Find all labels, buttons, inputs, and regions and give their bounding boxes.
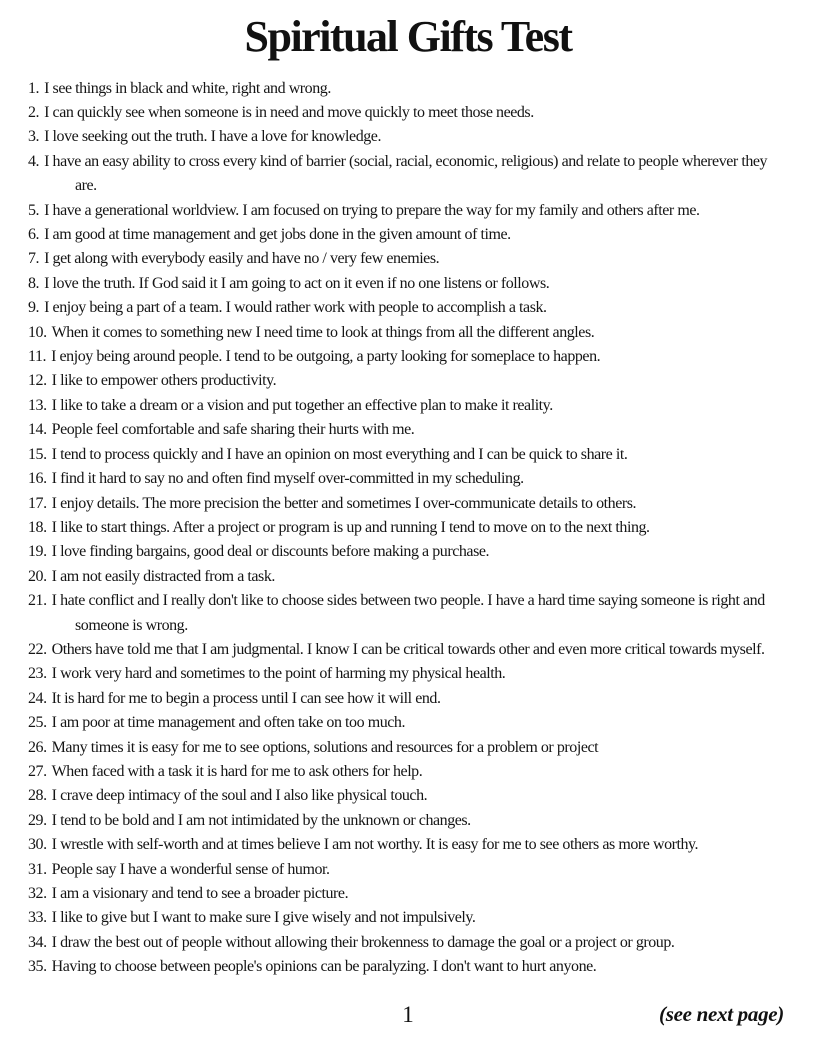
statement-number: 34. — [28, 933, 47, 951]
statement-item — [28, 321, 792, 345]
statement-number: 1. — [28, 79, 40, 97]
statement-text: People say I have a wonderful sense of humor. — [51, 860, 330, 878]
statement-number: 23. — [28, 665, 47, 683]
statement-text: Others have told me that I am judgmental. I know I can be critical towards other and even more critical towards myself. — [51, 640, 765, 658]
statement-number: 16. — [28, 470, 47, 488]
statement-number: 11. — [28, 348, 47, 366]
statement-item — [28, 906, 792, 930]
statement-number: 2. — [28, 104, 40, 121]
statement-number: 30. — [28, 836, 47, 854]
statement-item — [28, 784, 792, 808]
statement-number: 18. — [28, 518, 47, 536]
statement-text: I have an easy ability to cross every kind of barrier (social, racial, economic, religious) and relate to people wherever they are. — [44, 152, 768, 195]
statement-item — [28, 247, 792, 271]
statement-item — [28, 125, 792, 149]
statement-text: I love seeking out the truth. I have a love for knowledge. — [44, 128, 382, 146]
statement-text: I like to empower others productivity. — [51, 372, 277, 390]
statement-number: 10. — [28, 323, 47, 341]
statement-text: I enjoy details. The more precision the better and sometimes I over-communicate details to others. — [51, 494, 637, 512]
statement-item — [28, 345, 792, 369]
statement-item — [28, 809, 792, 833]
statement-number: 4. — [28, 152, 40, 170]
statement-text: I am not easily distracted from a task. — [51, 567, 275, 585]
statement-text: I am poor at time management and often take on too much. — [51, 714, 406, 732]
statement-text: I like to start things. After a project or program is up and running I tend to move on to the next thing. — [51, 518, 650, 536]
statement-text: I can quickly see when someone is in need and move quickly to meet those needs. — [44, 104, 534, 121]
statement-number: 33. — [28, 909, 47, 927]
page-title: Spiritual Gifts Test — [244, 12, 572, 61]
statement-text: It is hard for me to begin a process until I can see how it will end. — [51, 689, 441, 707]
statement-item — [28, 589, 792, 638]
statement-number: 3. — [28, 128, 40, 146]
statement-number: 25. — [28, 714, 47, 732]
statement-item — [28, 199, 792, 223]
statement-text: I crave deep intimacy of the soul and I also like physical touch. — [51, 787, 428, 805]
statement-number: 35. — [28, 958, 47, 976]
statement-number: 22. — [28, 640, 47, 658]
statement-item — [28, 833, 792, 857]
statement-text: I wrestle with self-worth and at times believe I am not worthy. It is easy for me to see others as more worthy. — [51, 836, 699, 854]
statement-number: 9. — [28, 299, 40, 317]
statement-item — [28, 711, 792, 735]
statement-number: 21. — [28, 592, 47, 610]
statement-item — [28, 492, 792, 516]
statement-number: 7. — [28, 250, 40, 268]
statement-item — [28, 540, 792, 564]
statement-number: 6. — [28, 226, 40, 244]
statement-item — [28, 516, 792, 540]
statement-number: 14. — [28, 421, 47, 439]
statement-item — [28, 443, 792, 467]
statement-number: 24. — [28, 689, 47, 707]
statement-text: I get along with everybody easily and have no / very few enemies. — [44, 250, 440, 268]
statement-text: I see things in black and white, right and wrong. — [44, 79, 331, 97]
statement-item — [28, 858, 792, 882]
statement-text: I find it hard to say no and often find myself over-committed in my scheduling. — [51, 470, 524, 488]
statement-number: 20. — [28, 567, 47, 585]
statement-item — [28, 955, 792, 979]
statement-text: I enjoy being a part of a team. I would rather work with people to accomplish a task. — [44, 299, 547, 317]
statement-number: 27. — [28, 762, 47, 780]
statement-item — [28, 760, 792, 784]
statement-number: 15. — [28, 445, 47, 463]
statement-number: 5. — [28, 201, 40, 219]
statement-text: People feel comfortable and safe sharing their hurts with me. — [51, 421, 415, 439]
statement-number: 28. — [28, 787, 47, 805]
statement-item — [28, 369, 792, 393]
statement-text: I work very hard and sometimes to the point of harming my physical health. — [51, 665, 506, 683]
statement-number: 31. — [28, 860, 47, 878]
statement-item — [28, 272, 792, 296]
statement-text: I tend to be bold and I am not intimidated by the unknown or changes. — [51, 811, 471, 829]
statement-text: When faced with a task it is hard for me to ask others for help. — [51, 762, 423, 780]
statement-item — [28, 223, 792, 247]
page-footer — [0, 1002, 816, 1034]
statement-text: Having to choose between people's opinions can be paralyzing. I don't want to hurt anyone. — [51, 958, 597, 976]
statement-text: When it comes to something new I need time to look at things from all the different angles. — [51, 323, 595, 341]
statement-number: 12. — [28, 372, 47, 390]
statement-number: 17. — [28, 494, 47, 512]
statement-text: I like to give but I want to make sure I give wisely and not impulsively. — [51, 909, 476, 927]
statement-number: 13. — [28, 396, 47, 414]
statement-text: I love the truth. If God said it I am going to act on it even if no one listens or follows. — [44, 274, 550, 292]
statement-item — [28, 150, 792, 199]
statement-item — [28, 736, 792, 760]
statement-text: I tend to process quickly and I have an opinion on most everything and I can be quick to share it. — [51, 445, 628, 463]
page-number: 1 — [402, 1002, 414, 1027]
statement-item — [28, 662, 792, 686]
statement-item — [28, 638, 792, 662]
see-next-page-note: (see next page) — [659, 1002, 784, 1026]
statement-item — [28, 77, 792, 101]
statement-number: 32. — [28, 885, 47, 902]
statement-text: I enjoy being around people. I tend to be outgoing, a party looking for someplace to happen. — [51, 348, 601, 366]
statement-text: I have a generational worldview. I am focused on trying to prepare the way for my family and others after me. — [44, 201, 700, 219]
statement-item — [28, 394, 792, 418]
statement-item — [28, 296, 792, 320]
statement-number: 8. — [28, 274, 40, 292]
statement-number: 26. — [28, 738, 47, 756]
statement-text: I am good at time management and get jobs done in the given amount of time. — [44, 226, 511, 244]
statement-text: I hate conflict and I really don't like to choose sides between two people. I have a hard time saying someone is right and someone is wrong. — [51, 592, 765, 634]
statement-item — [28, 418, 792, 442]
statement-item — [28, 882, 792, 906]
statement-item — [28, 467, 792, 491]
statement-text: I love finding bargains, good deal or discounts before making a purchase. — [51, 543, 490, 561]
statement-item — [28, 931, 792, 955]
statement-number: 29. — [28, 811, 47, 829]
statement-number: 19. — [28, 543, 47, 561]
statement-text: Many times it is easy for me to see options, solutions and resources for a problem or project — [51, 738, 599, 756]
statement-item — [28, 101, 792, 125]
statement-text: I draw the best out of people without allowing their brokenness to damage the goal or a project or group. — [51, 933, 675, 951]
statement-text: I like to take a dream or a vision and put together an effective plan to make it reality. — [51, 396, 553, 414]
statement-item — [28, 687, 792, 711]
statement-text: I am a visionary and tend to see a broader picture. — [51, 885, 349, 902]
statement-item — [28, 565, 792, 589]
statement-list — [28, 77, 792, 980]
